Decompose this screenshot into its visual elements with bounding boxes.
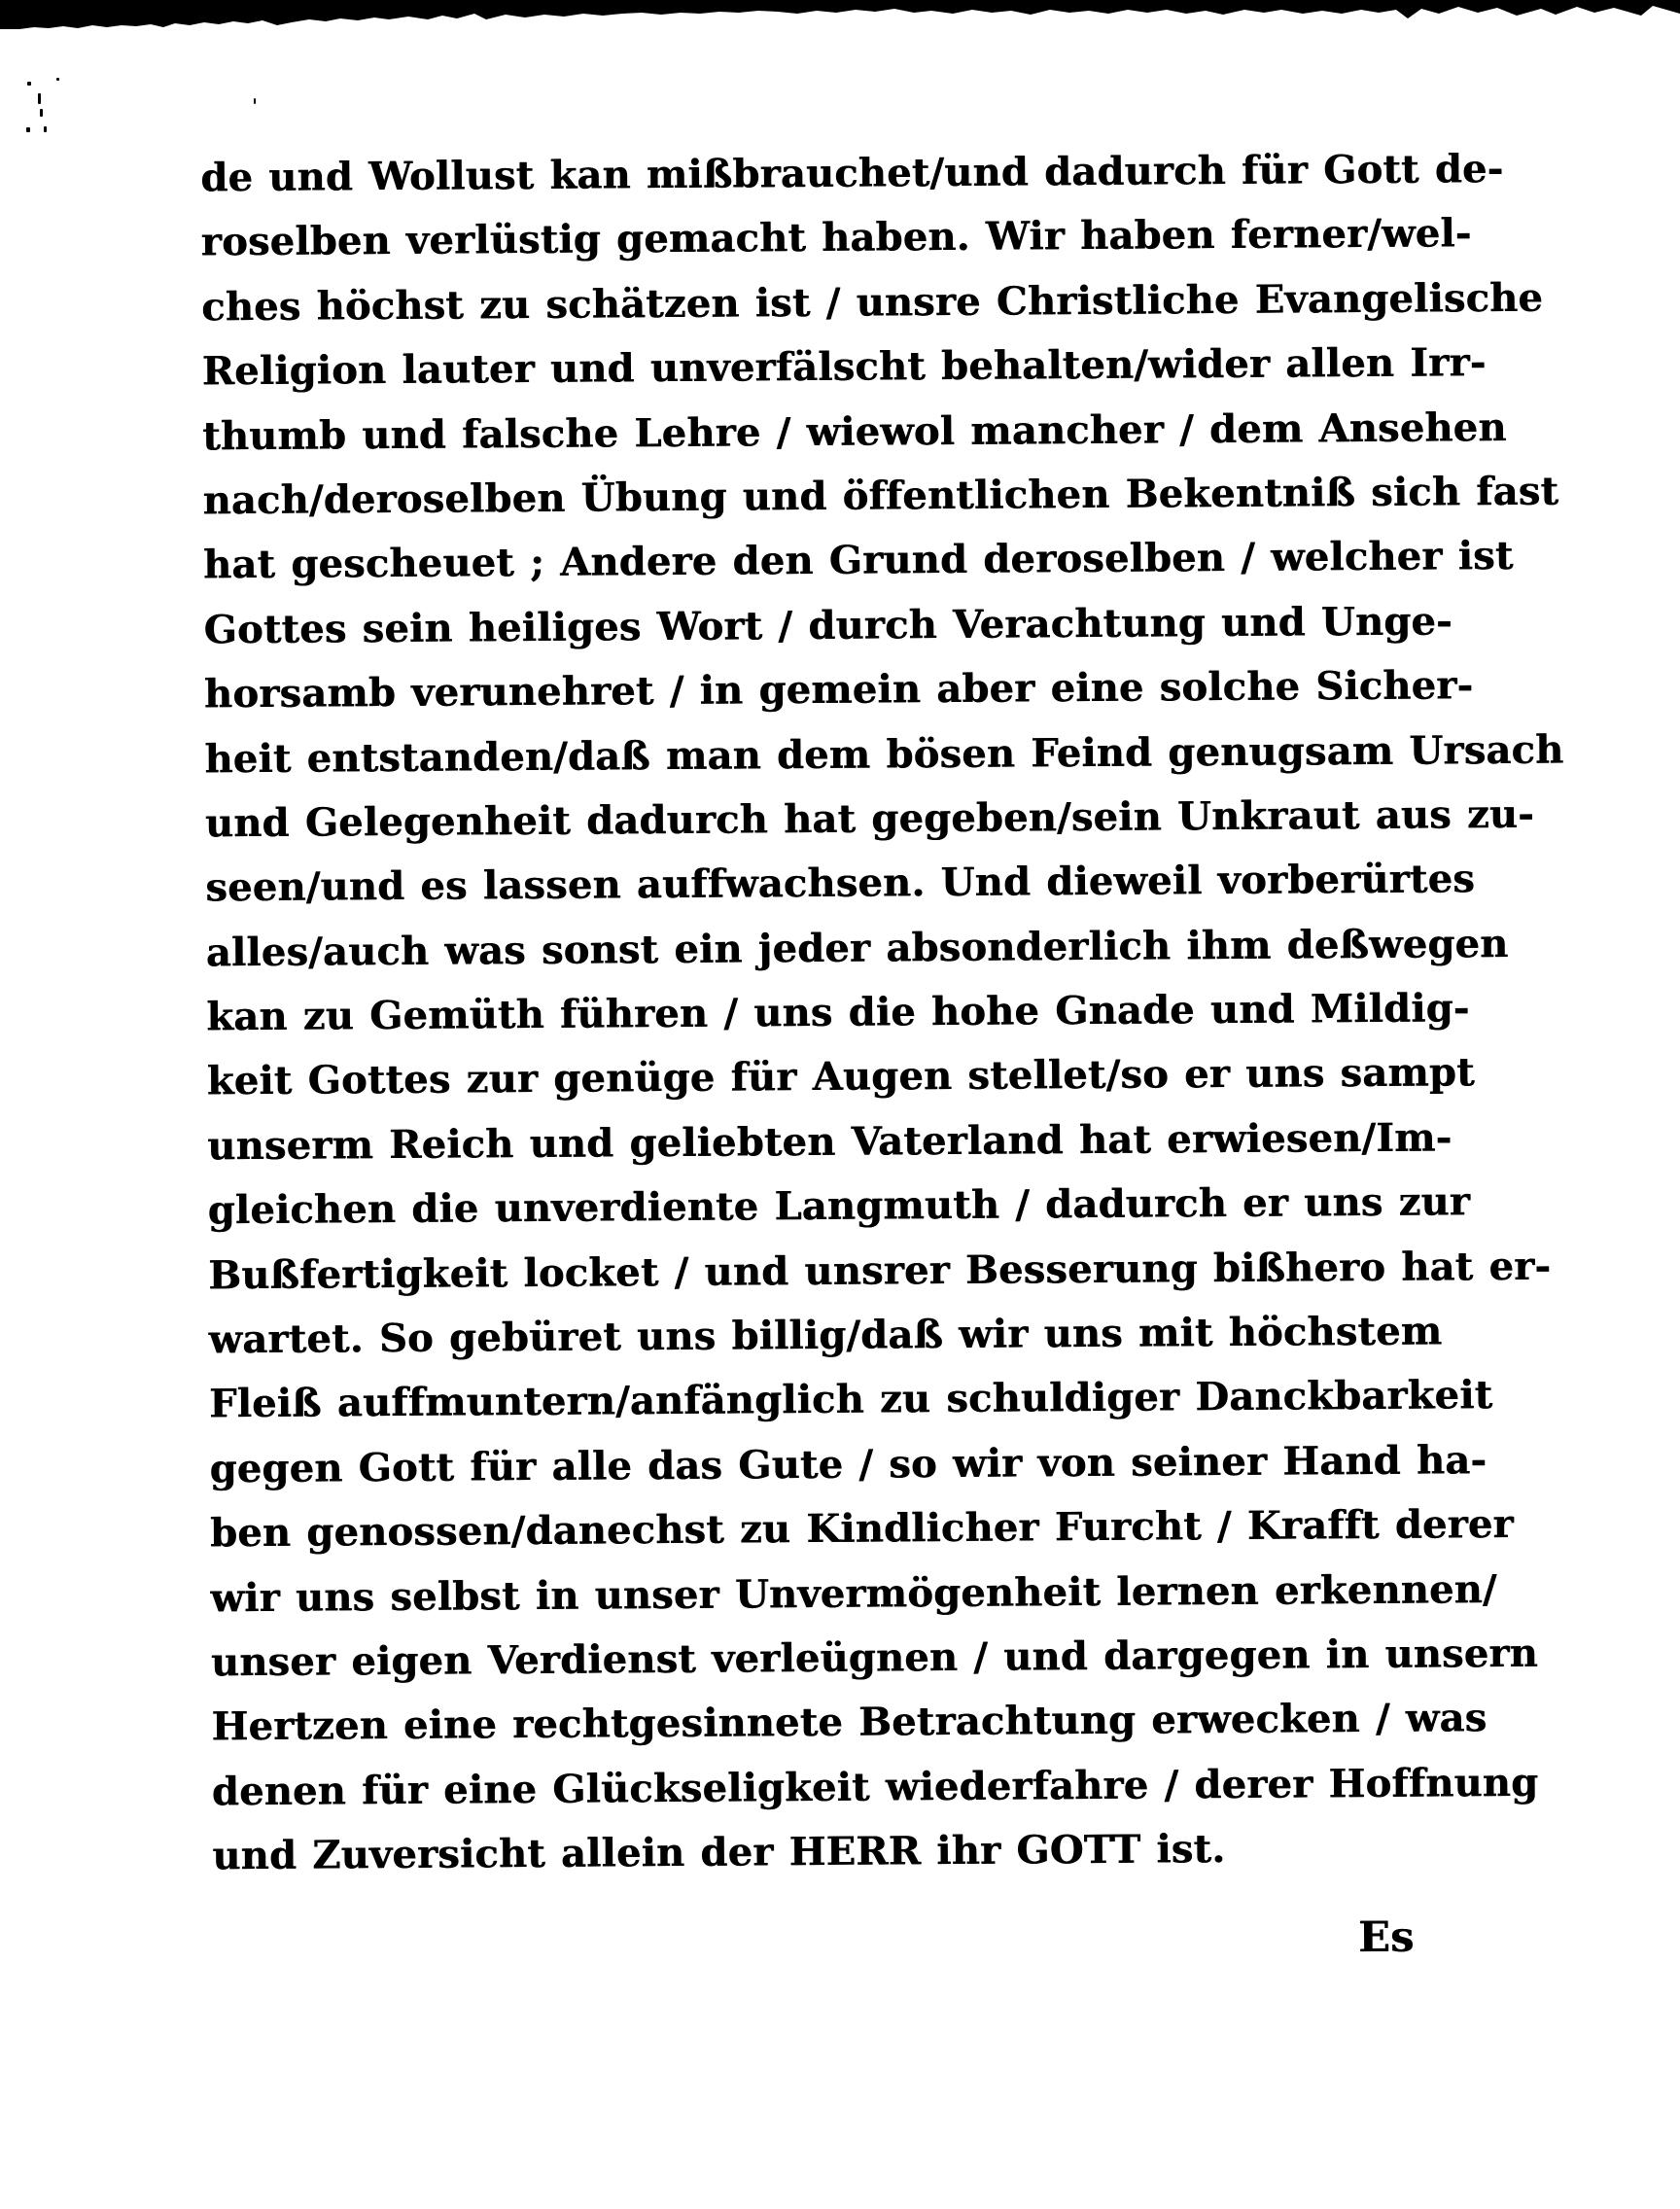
ink-speck	[56, 78, 59, 81]
text-line: und Zuversicht allein der HERR ihr GOTT ist.	[212, 1826, 1226, 1879]
text-line: Bußfertigkeit locket / und unsrer Besserung bißhero hat er-	[207, 1243, 1552, 1298]
text-line: de und Wollust kan mißbrauchet/und dadurch für Gott de-	[200, 146, 1504, 201]
text-line: heit entstanden/daß man dem bösen Feind genugsam Ursach	[204, 726, 1564, 782]
text-line: keit Gottes zur genüge für Augen stellet/so er uns sampt	[206, 1049, 1475, 1104]
scan-edge-artifact	[0, 0, 1680, 41]
text-line: thumb und falsche Lehre / wiewol mancher / dem Ansehen	[201, 403, 1507, 459]
text-line: hat gescheuet ; Andere den Grund deroselben / welcher ist	[202, 533, 1514, 588]
ink-speck	[44, 126, 47, 132]
text-line: und Gelegenheit dadurch hat gegeben/sein Unkraut aus zu-	[204, 790, 1535, 847]
text-line: seen/und es lassen auffwachsen. Und dieweil vorberürtes	[205, 856, 1476, 911]
ink-speck	[27, 82, 31, 86]
text-line: Gottes sein heiliges Wort / durch Verachtung und Unge-	[203, 598, 1452, 653]
text-line: nach/deroselben Übung und öffentlichen Bekentniß sich fast	[202, 468, 1559, 524]
text-line: alles/auch was sonst ein jeder absonderlich ihm deßwegen	[205, 920, 1509, 976]
text-line: gegen Gott für alle das Gute / so wir von seiner Hand ha-	[209, 1436, 1488, 1492]
text-line: denen für eine Glückseligkeit wiederfahre / derer Hoffnung	[211, 1759, 1539, 1815]
text-line: unserm Reich und geliebten Vaterland hat erwiesen/Im-	[207, 1114, 1452, 1170]
text-line: wir uns selbst in unser Unvermögenheit lernen erkennen/	[210, 1565, 1497, 1621]
ink-speck	[26, 127, 30, 132]
text-line: Hertzen eine rechtgesinnete Betrachtung erwecken / was	[211, 1695, 1488, 1750]
text-line: unser eigen Verdienst verleügnen / und dargegen in unsern	[210, 1630, 1539, 1686]
ink-speck	[254, 98, 256, 104]
catchword-row	[200, 1880, 1420, 1979]
text-line: ches höchst zu schätzen ist / unsre Christliche Evangelische	[201, 274, 1544, 331]
text-line: horsamb verunehret / in gemein aber eine solche Sicher-	[203, 662, 1474, 718]
text-line: wartet. So gebüret uns billig/daß wir uns mit höchstem	[208, 1308, 1443, 1363]
text-line: kan zu Gemüth führen / uns die hohe Gnade und Mildig-	[206, 985, 1470, 1040]
text-line: gleichen die unverdiente Langmuth / dadurch er uns zur	[207, 1178, 1471, 1234]
ink-speck	[40, 109, 43, 117]
text-line: ben genossen/danechst zu Kindlicher Furcht / Krafft derer	[209, 1501, 1514, 1557]
text-line: Religion lauter und unverfälscht behalten/wider allen Irr-	[201, 339, 1487, 395]
text-line: Fleiß auffmuntern/anfänglich zu schuldiger Danckbarkeit	[208, 1372, 1493, 1427]
ink-speck	[38, 93, 41, 104]
text-line: roselben verlüstig gemacht haben. Wir haben ferner/wel-	[200, 210, 1472, 265]
catchword: Es	[1357, 1912, 1415, 1963]
body-text-block	[200, 138, 1564, 1889]
